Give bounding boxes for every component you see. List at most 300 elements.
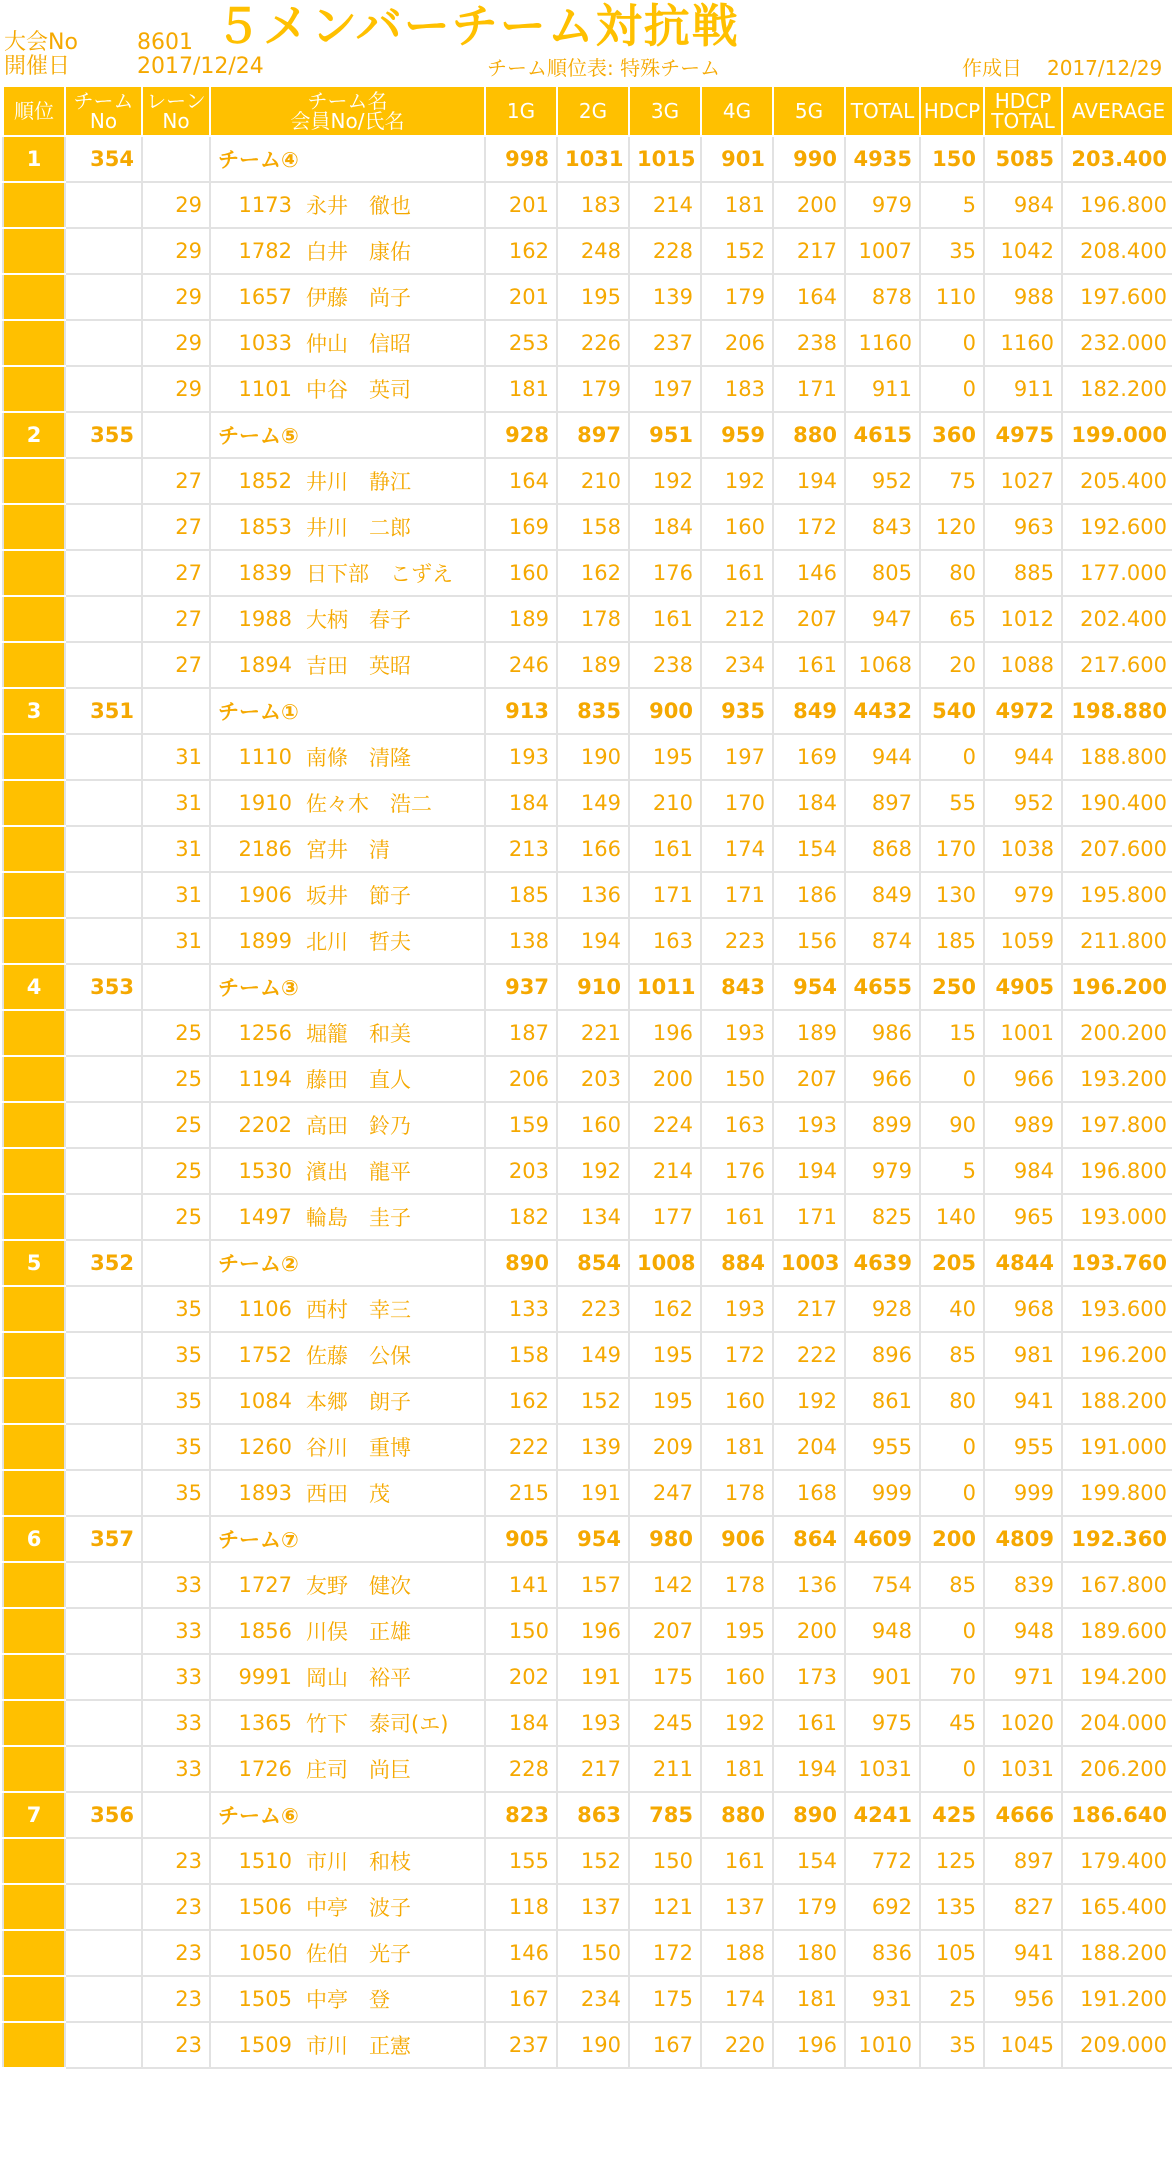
member-g5: 171: [773, 1194, 845, 1240]
member-name: 佐々木 浩二: [300, 780, 485, 826]
member-hdcp: 5: [920, 1148, 984, 1194]
member-g5: 186: [773, 872, 845, 918]
col-average: AVERAGE: [1062, 86, 1172, 136]
table-body: [3, 136, 1172, 2068]
member-hdcp-total: 984: [984, 1148, 1062, 1194]
member-lane: 33: [142, 1654, 210, 1700]
member-g1: 133: [485, 1286, 557, 1332]
member-lane: 33: [142, 1608, 210, 1654]
member-g4: 152: [701, 228, 773, 274]
team-no-spacer: [65, 1332, 142, 1378]
member-g4: 181: [701, 1746, 773, 1792]
member-g1: 237: [485, 2022, 557, 2068]
team-average: 186.640: [1062, 1792, 1172, 1838]
member-average: 196.800: [1062, 1148, 1172, 1194]
member-average: 193.000: [1062, 1194, 1172, 1240]
team-rank: 1: [3, 136, 65, 182]
col-total: TOTAL: [845, 86, 920, 136]
member-g5: 161: [773, 642, 845, 688]
member-g1: 146: [485, 1930, 557, 1976]
member-total: 901: [845, 1654, 920, 1700]
member-g4: 179: [701, 274, 773, 320]
team-no-spacer: [65, 366, 142, 412]
team-hdcp-total: 4972: [984, 688, 1062, 734]
member-average: 204.000: [1062, 1700, 1172, 1746]
member-g3: 161: [629, 826, 701, 872]
member-hdcp-total: 1012: [984, 596, 1062, 642]
member-g2: 248: [557, 228, 629, 274]
member-hdcp-total: 1038: [984, 826, 1062, 872]
member-g5: 169: [773, 734, 845, 780]
member-hdcp-total: 1001: [984, 1010, 1062, 1056]
member-row: [3, 228, 1172, 274]
member-total: 931: [845, 1976, 920, 2022]
team-g4: 959: [701, 412, 773, 458]
member-no: 1173: [210, 182, 300, 228]
member-row: [3, 1148, 1172, 1194]
member-g3: 211: [629, 1746, 701, 1792]
member-g1: 184: [485, 780, 557, 826]
member-g4: 212: [701, 596, 773, 642]
member-hdcp-total: 1031: [984, 1746, 1062, 1792]
member-g1: 201: [485, 274, 557, 320]
member-average: 206.200: [1062, 1746, 1172, 1792]
member-name: 本郷 朗子: [300, 1378, 485, 1424]
member-g3: 139: [629, 274, 701, 320]
member-g2: 189: [557, 642, 629, 688]
member-g1: 189: [485, 596, 557, 642]
member-g1: 162: [485, 228, 557, 274]
member-g3: 162: [629, 1286, 701, 1332]
member-total: 952: [845, 458, 920, 504]
member-g1: 164: [485, 458, 557, 504]
member-g2: 166: [557, 826, 629, 872]
member-g5: 194: [773, 458, 845, 504]
member-name: 友野 健次: [300, 1562, 485, 1608]
member-g3: 192: [629, 458, 701, 504]
member-lane: 35: [142, 1332, 210, 1378]
member-g3: 184: [629, 504, 701, 550]
member-name: 谷川 重博: [300, 1424, 485, 1470]
member-g2: 217: [557, 1746, 629, 1792]
member-total: 986: [845, 1010, 920, 1056]
member-total: 999: [845, 1470, 920, 1516]
member-g5: 136: [773, 1562, 845, 1608]
team-g5: 864: [773, 1516, 845, 1562]
member-lane: 33: [142, 1700, 210, 1746]
member-name: 佐伯 光子: [300, 1930, 485, 1976]
member-g2: 160: [557, 1102, 629, 1148]
member-average: 165.400: [1062, 1884, 1172, 1930]
date-label: 開催日: [4, 54, 71, 79]
member-row: [3, 550, 1172, 596]
created-date-label: 作成日: [962, 56, 1022, 80]
member-no: 1839: [210, 550, 300, 596]
member-hdcp-total: 979: [984, 872, 1062, 918]
member-total: 874: [845, 918, 920, 964]
member-g3: 142: [629, 1562, 701, 1608]
rank-spacer: [3, 1838, 65, 1884]
member-g5: 194: [773, 1148, 845, 1194]
member-row: [3, 872, 1172, 918]
member-g4: 161: [701, 1838, 773, 1884]
member-g1: 215: [485, 1470, 557, 1516]
member-name: 大柄 春子: [300, 596, 485, 642]
team-average: 203.400: [1062, 136, 1172, 182]
team-g3: 1015: [629, 136, 701, 182]
team-no: 352: [65, 1240, 142, 1286]
team-hdcp: 200: [920, 1516, 984, 1562]
member-g3: 228: [629, 228, 701, 274]
member-g3: 163: [629, 918, 701, 964]
member-g4: 178: [701, 1562, 773, 1608]
member-name: 高田 鈴乃: [300, 1102, 485, 1148]
member-hdcp: 55: [920, 780, 984, 826]
team-no-spacer: [65, 1838, 142, 1884]
member-no: 1033: [210, 320, 300, 366]
member-g4: 192: [701, 1700, 773, 1746]
team-lane: [142, 136, 210, 182]
member-lane: 23: [142, 1838, 210, 1884]
member-average: 191.000: [1062, 1424, 1172, 1470]
member-average: 208.400: [1062, 228, 1172, 274]
member-hdcp-total: 1027: [984, 458, 1062, 504]
team-g5: 954: [773, 964, 845, 1010]
member-no: 1106: [210, 1286, 300, 1332]
team-no: 357: [65, 1516, 142, 1562]
member-g4: 160: [701, 504, 773, 550]
member-g1: 185: [485, 872, 557, 918]
team-g2: 835: [557, 688, 629, 734]
team-g3: 900: [629, 688, 701, 734]
member-no: 1899: [210, 918, 300, 964]
col-g4: 4G: [701, 86, 773, 136]
rank-spacer: [3, 1930, 65, 1976]
member-hdcp: 15: [920, 1010, 984, 1056]
member-name: 藤田 直人: [300, 1056, 485, 1102]
member-lane: 25: [142, 1102, 210, 1148]
member-hdcp: 85: [920, 1332, 984, 1378]
created-date-value: 2017/12/29: [1047, 56, 1163, 80]
member-lane: 29: [142, 182, 210, 228]
rank-spacer: [3, 1424, 65, 1470]
member-total: 1160: [845, 320, 920, 366]
member-lane: 23: [142, 1930, 210, 1976]
member-g5: 194: [773, 1746, 845, 1792]
member-total: 975: [845, 1700, 920, 1746]
member-g3: 121: [629, 1884, 701, 1930]
member-no: 1101: [210, 366, 300, 412]
team-lane: [142, 688, 210, 734]
member-hdcp-total: 989: [984, 1102, 1062, 1148]
member-g5: 173: [773, 1654, 845, 1700]
member-average: 195.800: [1062, 872, 1172, 918]
member-hdcp-total: 1059: [984, 918, 1062, 964]
member-g2: 210: [557, 458, 629, 504]
member-no: 1256: [210, 1010, 300, 1056]
team-no-spacer: [65, 182, 142, 228]
team-no-spacer: [65, 642, 142, 688]
member-no: 1050: [210, 1930, 300, 1976]
member-no: 1110: [210, 734, 300, 780]
team-g5: 880: [773, 412, 845, 458]
member-no: 1084: [210, 1378, 300, 1424]
col-g3: 3G: [629, 86, 701, 136]
member-g4: 171: [701, 872, 773, 918]
rank-spacer: [3, 2022, 65, 2068]
team-no-spacer: [65, 1102, 142, 1148]
team-lane: [142, 964, 210, 1010]
member-total: 955: [845, 1424, 920, 1470]
member-g2: 158: [557, 504, 629, 550]
member-no: 1657: [210, 274, 300, 320]
member-g2: 223: [557, 1286, 629, 1332]
team-no: 354: [65, 136, 142, 182]
member-g3: 245: [629, 1700, 701, 1746]
member-g4: 172: [701, 1332, 773, 1378]
member-g2: 149: [557, 780, 629, 826]
member-name: 吉田 英昭: [300, 642, 485, 688]
team-no-spacer: [65, 1378, 142, 1424]
rank-spacer: [3, 366, 65, 412]
member-g5: 180: [773, 1930, 845, 1976]
member-hdcp-total: 911: [984, 366, 1062, 412]
member-average: 179.400: [1062, 1838, 1172, 1884]
member-hdcp-total: 941: [984, 1930, 1062, 1976]
team-row: [3, 136, 1172, 182]
member-hdcp: 120: [920, 504, 984, 550]
team-average: 192.360: [1062, 1516, 1172, 1562]
member-average: 192.600: [1062, 504, 1172, 550]
team-hdcp-total: 5085: [984, 136, 1062, 182]
member-g3: 207: [629, 1608, 701, 1654]
member-total: 1010: [845, 2022, 920, 2068]
team-rank: 3: [3, 688, 65, 734]
member-g3: 175: [629, 1976, 701, 2022]
team-no-spacer: [65, 1010, 142, 1056]
member-total: 897: [845, 780, 920, 826]
table-header: [3, 86, 1172, 136]
team-no-spacer: [65, 458, 142, 504]
col-g2: 2G: [557, 86, 629, 136]
member-g1: 193: [485, 734, 557, 780]
team-no-spacer: [65, 734, 142, 780]
date-value: 2017/12/24: [137, 54, 264, 79]
member-name: 岡山 裕平: [300, 1654, 485, 1700]
member-hdcp-total: 963: [984, 504, 1062, 550]
member-hdcp: 105: [920, 1930, 984, 1976]
member-g4: 197: [701, 734, 773, 780]
member-hdcp-total: 971: [984, 1654, 1062, 1700]
member-name: 西田 茂: [300, 1470, 485, 1516]
member-hdcp: 0: [920, 1746, 984, 1792]
member-average: 217.600: [1062, 642, 1172, 688]
member-name: 中亭 波子: [300, 1884, 485, 1930]
member-g4: 161: [701, 1194, 773, 1240]
team-g3: 1011: [629, 964, 701, 1010]
member-average: 200.200: [1062, 1010, 1172, 1056]
team-total: 4615: [845, 412, 920, 458]
member-g4: 137: [701, 1884, 773, 1930]
member-average: 199.800: [1062, 1470, 1172, 1516]
team-name: チーム③: [210, 964, 485, 1010]
rank-spacer: [3, 734, 65, 780]
team-g4: 843: [701, 964, 773, 1010]
rank-spacer: [3, 1746, 65, 1792]
member-name: 庄司 尚巨: [300, 1746, 485, 1792]
member-g3: 196: [629, 1010, 701, 1056]
member-g2: 183: [557, 182, 629, 228]
member-g5: 217: [773, 1286, 845, 1332]
team-name: チーム⑦: [210, 1516, 485, 1562]
rank-spacer: [3, 550, 65, 596]
member-g5: 192: [773, 1378, 845, 1424]
member-no: 2202: [210, 1102, 300, 1148]
member-g4: 188: [701, 1930, 773, 1976]
rank-spacer: [3, 1194, 65, 1240]
member-g1: 118: [485, 1884, 557, 1930]
team-row: [3, 688, 1172, 734]
team-g3: 785: [629, 1792, 701, 1838]
member-g3: 167: [629, 2022, 701, 2068]
team-g1: 890: [485, 1240, 557, 1286]
member-total: 772: [845, 1838, 920, 1884]
team-g1: 823: [485, 1792, 557, 1838]
rank-spacer: [3, 1010, 65, 1056]
member-g5: 207: [773, 1056, 845, 1102]
team-hdcp: 425: [920, 1792, 984, 1838]
member-hdcp-total: 965: [984, 1194, 1062, 1240]
member-hdcp: 80: [920, 1378, 984, 1424]
member-no: 1856: [210, 1608, 300, 1654]
member-no: 1260: [210, 1424, 300, 1470]
member-average: 193.200: [1062, 1056, 1172, 1102]
member-lane: 25: [142, 1148, 210, 1194]
col-hdcp-total: HDCP TOTAL: [984, 86, 1062, 136]
member-average: 194.200: [1062, 1654, 1172, 1700]
member-hdcp: 0: [920, 1470, 984, 1516]
team-hdcp-total: 4666: [984, 1792, 1062, 1838]
member-no: 1726: [210, 1746, 300, 1792]
member-g5: 154: [773, 826, 845, 872]
member-g1: 253: [485, 320, 557, 366]
member-row: [3, 1930, 1172, 1976]
member-g3: 214: [629, 1148, 701, 1194]
rank-spacer: [3, 1562, 65, 1608]
member-hdcp: 0: [920, 366, 984, 412]
member-g2: 196: [557, 1608, 629, 1654]
team-no-spacer: [65, 1286, 142, 1332]
member-no: 1910: [210, 780, 300, 826]
team-rank: 7: [3, 1792, 65, 1838]
member-total: 805: [845, 550, 920, 596]
member-total: 947: [845, 596, 920, 642]
team-no-spacer: [65, 1700, 142, 1746]
member-g3: 209: [629, 1424, 701, 1470]
member-hdcp-total: 999: [984, 1470, 1062, 1516]
member-row: [3, 320, 1172, 366]
member-g1: 162: [485, 1378, 557, 1424]
member-no: 1782: [210, 228, 300, 274]
team-g5: 1003: [773, 1240, 845, 1286]
member-lane: 27: [142, 458, 210, 504]
team-rank: 5: [3, 1240, 65, 1286]
member-g4: 195: [701, 1608, 773, 1654]
member-row: [3, 1470, 1172, 1516]
member-hdcp: 40: [920, 1286, 984, 1332]
member-no: 1893: [210, 1470, 300, 1516]
col-team-name: チーム名 会員No/氏名: [210, 86, 485, 136]
member-g4: 181: [701, 182, 773, 228]
team-lane: [142, 1792, 210, 1838]
team-hdcp-total: 4809: [984, 1516, 1062, 1562]
member-g3: 224: [629, 1102, 701, 1148]
member-g1: 167: [485, 1976, 557, 2022]
member-row: [3, 826, 1172, 872]
member-row: [3, 596, 1172, 642]
member-g5: 204: [773, 1424, 845, 1470]
member-total: 928: [845, 1286, 920, 1332]
col-team-no: チーム No: [65, 86, 142, 136]
rank-spacer: [3, 1700, 65, 1746]
member-g2: 179: [557, 366, 629, 412]
member-g1: 206: [485, 1056, 557, 1102]
rank-spacer: [3, 1378, 65, 1424]
member-g2: 194: [557, 918, 629, 964]
member-g2: 191: [557, 1470, 629, 1516]
col-rank: 順位: [3, 86, 65, 136]
team-g5: 890: [773, 1792, 845, 1838]
member-g5: 168: [773, 1470, 845, 1516]
member-row: [3, 1286, 1172, 1332]
team-hdcp-total: 4905: [984, 964, 1062, 1010]
team-total: 4241: [845, 1792, 920, 1838]
member-name: 川俣 正雄: [300, 1608, 485, 1654]
standings-table: [2, 85, 1172, 2069]
member-lane: 23: [142, 1976, 210, 2022]
rank-spacer: [3, 228, 65, 274]
team-g1: 928: [485, 412, 557, 458]
member-name: 輪島 圭子: [300, 1194, 485, 1240]
member-hdcp-total: 988: [984, 274, 1062, 320]
event-no-label: 大会No: [4, 30, 78, 55]
member-total: 1068: [845, 642, 920, 688]
member-g2: 137: [557, 1884, 629, 1930]
member-g4: 206: [701, 320, 773, 366]
member-g3: 177: [629, 1194, 701, 1240]
member-lane: 27: [142, 596, 210, 642]
rank-spacer: [3, 1470, 65, 1516]
member-lane: 29: [142, 228, 210, 274]
team-no-spacer: [65, 826, 142, 872]
member-g5: 154: [773, 1838, 845, 1884]
team-no-spacer: [65, 1056, 142, 1102]
member-hdcp: 35: [920, 2022, 984, 2068]
team-no-spacer: [65, 1194, 142, 1240]
member-no: 1988: [210, 596, 300, 642]
team-g4: 884: [701, 1240, 773, 1286]
team-hdcp: 205: [920, 1240, 984, 1286]
member-hdcp: 130: [920, 872, 984, 918]
member-total: 868: [845, 826, 920, 872]
member-hdcp-total: 885: [984, 550, 1062, 596]
member-g3: 214: [629, 182, 701, 228]
member-lane: 29: [142, 274, 210, 320]
member-no: 2186: [210, 826, 300, 872]
team-no-spacer: [65, 596, 142, 642]
team-no-spacer: [65, 274, 142, 320]
member-average: 167.800: [1062, 1562, 1172, 1608]
